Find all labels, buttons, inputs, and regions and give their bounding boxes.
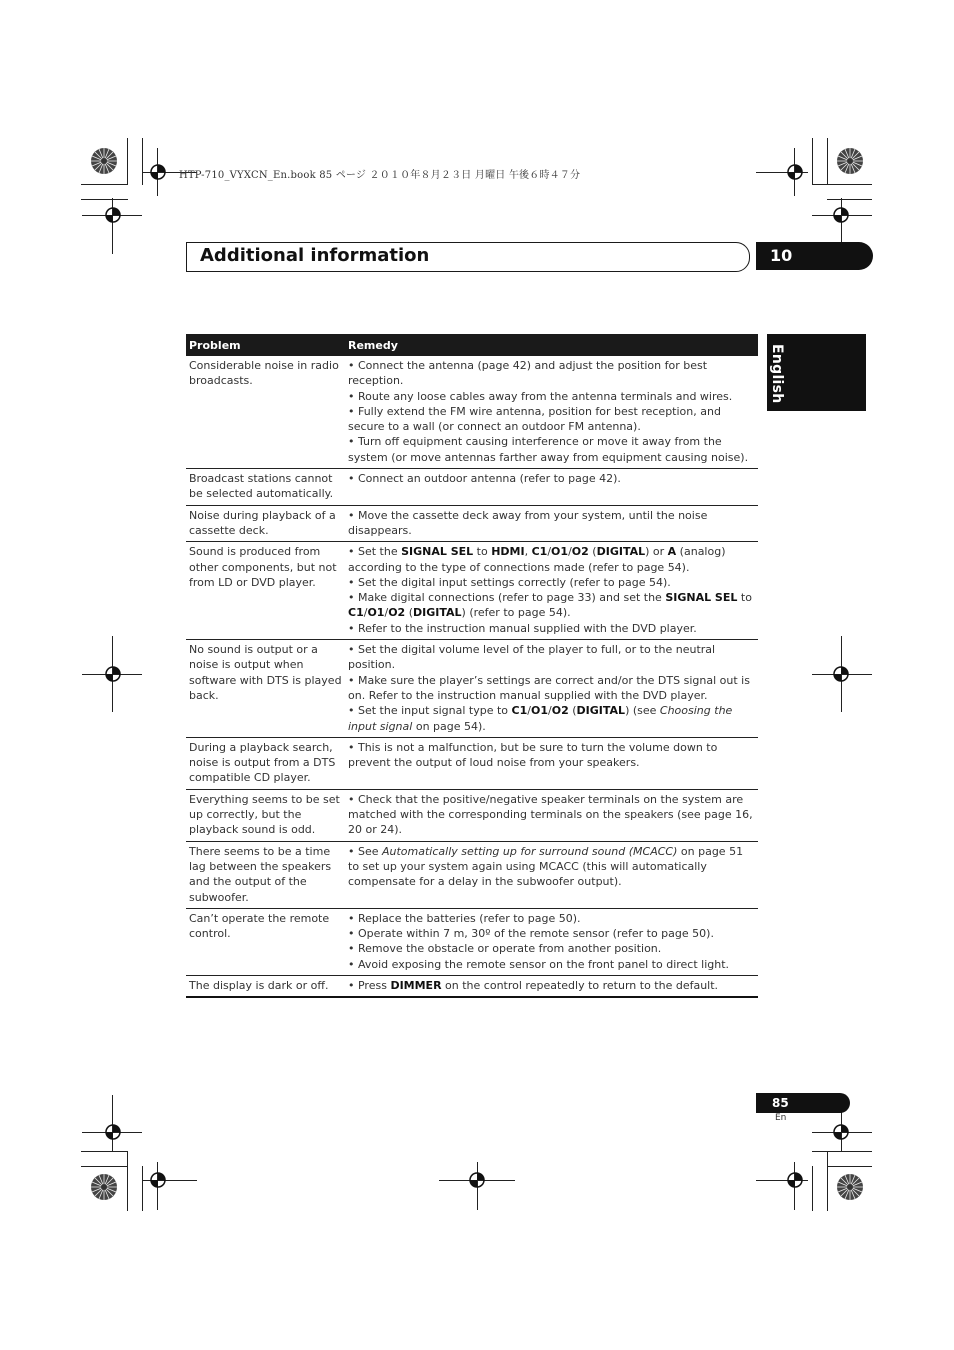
remedy-item: • Refer to the instruction manual supplied with the DVD player. [348, 621, 697, 635]
remedy-item: • Replace the batteries (refer to page 50). [348, 911, 581, 925]
chapter-number-badge: 10 [756, 242, 873, 270]
remedy-cell [345, 469, 758, 506]
crosshair-registration-icon [103, 664, 123, 684]
remedy-cell [345, 542, 758, 640]
remedy-item: • Set the digital volume level of the player to full, or to the neutral position. [348, 643, 716, 672]
starburst-icon [836, 147, 864, 175]
table-row [186, 505, 758, 542]
remedy-item: • Fully extend the FM wire antenna, position for best reception, and secure to a wall (or connect an outdoor FM antenna). [348, 404, 721, 434]
starburst-icon [90, 147, 118, 175]
column-header-remedy: Remedy [345, 334, 758, 356]
remedy-cell [345, 789, 758, 841]
remedy-item: • Avoid exposing the remote sensor on the front panel to direct light. [348, 957, 730, 971]
page-number-badge: 85 [756, 1093, 850, 1113]
crosshair-registration-icon [831, 664, 851, 684]
table-row [186, 908, 758, 975]
table-row [186, 469, 758, 506]
remedy-item: • Operate within 7 m, 30º of the remote sensor (refer to page 50). [348, 927, 714, 941]
table-row [186, 841, 758, 908]
problem-cell: Can’t operate the remote control. [186, 908, 345, 975]
table-row [186, 542, 758, 640]
remedy-cell [345, 505, 758, 542]
table-row [186, 789, 758, 841]
problem-cell: Broadcast stations cannot be selected automatically. [186, 469, 345, 506]
starburst-icon [90, 1173, 118, 1201]
table-row [186, 356, 758, 469]
remedy-cell [345, 640, 758, 738]
page-language-code: En [775, 1113, 787, 1123]
crosshair-registration-icon [785, 1170, 805, 1190]
crosshair-registration-icon [785, 162, 805, 182]
crosshair-registration-icon [103, 1122, 123, 1142]
column-header-problem: Problem [186, 334, 345, 356]
remedy-cell [345, 356, 758, 469]
remedy-item: • See Automatically setting up for surround sound (MCACC) on page 51 to set up your system again using MCACC (this will automatically compensate for a delay in the subwoofer output). [348, 844, 744, 889]
problem-cell: The display is dark or off. [186, 975, 345, 997]
remedy-cell [345, 737, 758, 789]
remedy-item: • Make sure the player’s settings are correct and/or the DTS signal out is on. Refer to the instruction manual supplied with the DVD player. [348, 673, 750, 702]
remedy-item: • Remove the obstacle or operate from another position. [348, 942, 662, 956]
remedy-item: • Check that the positive/negative speaker terminals on the system are matched with the corresponding terminals on the speakers (see page 16, 20 or 24). [348, 792, 753, 837]
starburst-icon [836, 1173, 864, 1201]
remedy-item: • Set the input signal type to C1/O1/O2 (DIGITAL) (see Choosing the input signal on page 54). [348, 704, 733, 733]
remedy-item: • Press DIMMER on the control repeatedly to return to the default. [348, 978, 719, 992]
remedy-item: • Make digital connections (refer to page 33) and set the SIGNAL SEL to C1/O1/O2 (DIGITAL) (refer to page 54). [348, 591, 752, 620]
problem-cell: During a playback search, noise is output from a DTS compatible CD player. [186, 737, 345, 789]
remedy-item: • Set the SIGNAL SEL to HDMI, C1/O1/O2 (DIGITAL) or A (analog) according to the type of connections made (refer to page 54). [348, 545, 726, 574]
problem-cell: Everything seems to be set up correctly, but the playback sound is odd. [186, 789, 345, 841]
problem-cell: Sound is produced from other components, but not from LD or DVD player. [186, 542, 345, 640]
remedy-cell [345, 841, 758, 908]
remedy-item: • Route any loose cables away from the antenna terminals and wires. [348, 389, 733, 403]
remedy-item: • Set the digital input settings correctly (refer to page 54). [348, 575, 671, 589]
remedy-item: • Move the cassette deck away from your system, until the noise disappears. [348, 508, 708, 537]
remedy-item: • Connect an outdoor antenna (refer to page 42). [348, 472, 621, 486]
book-file-info: HTP-710_VYXCN_En.book 85 ページ ２０１０年８月２３日 月曜日 午後６時４７分 [179, 170, 581, 181]
problem-cell: There seems to be a time lag between the speakers and the output of the subwoofer. [186, 841, 345, 908]
language-side-tab [767, 334, 866, 411]
problem-cell: Noise during playback of a cassette deck. [186, 505, 345, 542]
remedy-item: • Connect the antenna (page 42) and adjust the position for best reception. [348, 359, 708, 388]
troubleshooting-table [186, 334, 758, 998]
table-row [186, 640, 758, 738]
crosshair-registration-icon [831, 205, 851, 225]
remedy-item: • This is not a malfunction, but be sure to turn the volume down to prevent the output of loud noise from your speakers. [348, 740, 718, 770]
language-side-tab-label: English [769, 344, 785, 404]
section-title: Additional information [200, 245, 430, 266]
problem-cell: Considerable noise in radio broadcasts. [186, 356, 345, 469]
problem-cell: No sound is output or a noise is output when software with DTS is played back. [186, 640, 345, 738]
crosshair-registration-icon [467, 1170, 487, 1190]
table-header-row [186, 334, 758, 356]
crosshair-registration-icon [148, 162, 168, 182]
table-row [186, 737, 758, 789]
table-row [186, 975, 758, 997]
crosshair-registration-icon [103, 205, 123, 225]
crosshair-registration-icon [148, 1170, 168, 1190]
remedy-item: • Turn off equipment causing interference or move it away from the system (or move antennas farther away from equipment causing noise). [348, 435, 749, 464]
crosshair-registration-icon [831, 1122, 851, 1142]
remedy-cell [345, 908, 758, 975]
remedy-cell [345, 975, 758, 997]
